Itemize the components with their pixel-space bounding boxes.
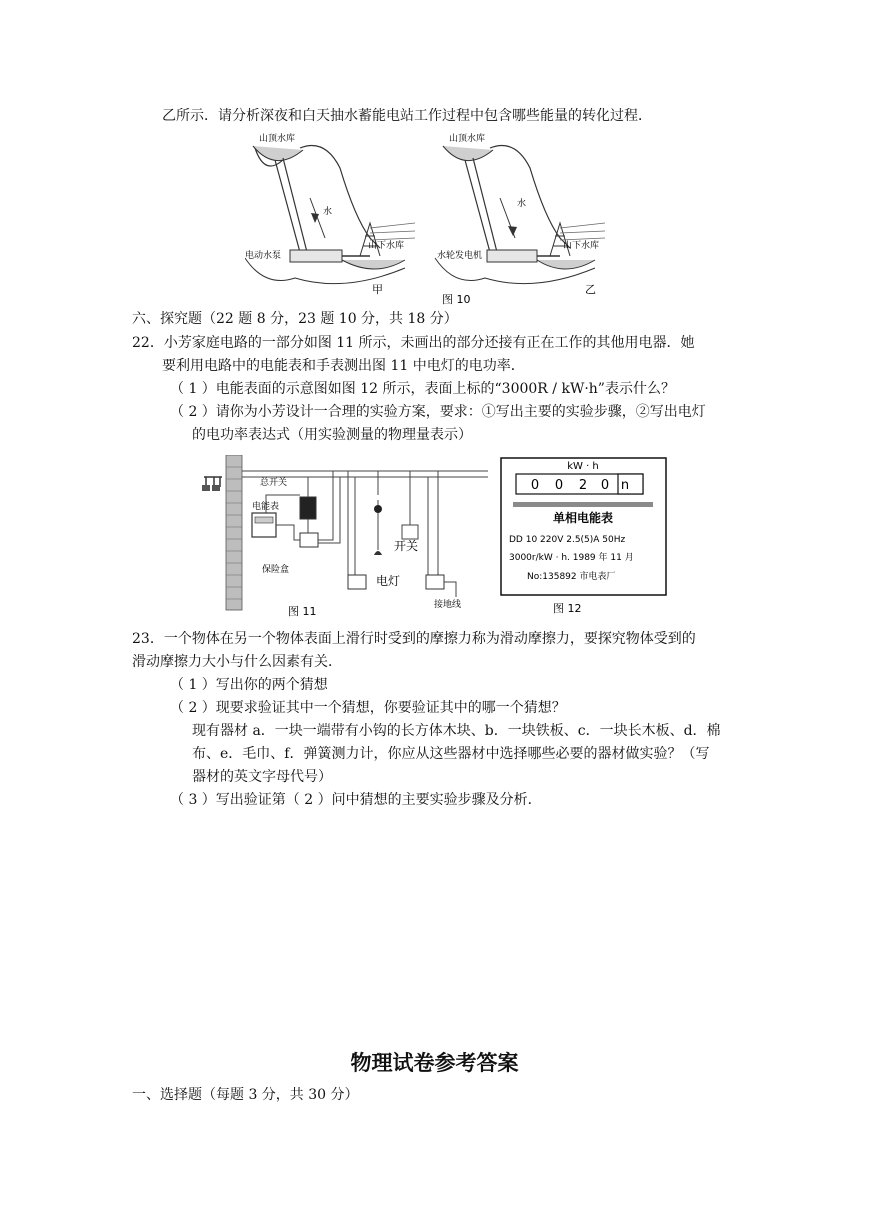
fig11-main-switch-label: 总开关 [260, 478, 288, 488]
q23-materials-3: 器材的英文字母代号） [192, 769, 332, 785]
q23-line-1: 23．一个物体在另一个物体表面上滑行时受到的摩擦力称为滑动摩擦力，要探究物体受到的 [132, 631, 696, 647]
q23-line-2: 滑动摩擦力大小与什么因素有关． [132, 654, 342, 670]
q23-materials-1: 现有器材 a．一块一端带有小钩的长方体木块、b．一块铁板、c．一块长木板、d．棉 [192, 723, 721, 739]
q22-sub-2a: （ 2 ）请你为小芳设计一合理的实验方案，要求：①写出主要的实验步骤，②写出电灯 [170, 404, 706, 420]
q22-sub-2b: 的电功率表达式（用实验测量的物理量表示） [192, 427, 472, 443]
fig10-right-bottom-label: 山下水库 [563, 241, 600, 251]
fig10-right-panel [435, 132, 605, 296]
figure-11 [198, 455, 488, 620]
q23-sub-2: （ 2 ）现要求验证其中一个猜想，你要验证其中的哪一个猜想？ [170, 700, 566, 716]
fig10-right-water-label: 水 [517, 199, 527, 209]
fig10-left-panel-label: 甲 [372, 283, 383, 296]
q23-materials-2: 布、e．毛巾、f．弹簧测力计，你应从这些器材中选择哪些必要的器材做实验？（写 [192, 746, 710, 762]
q22-sub-1: （ 1 ）电能表面的示意图如图 12 所示，表面上标的“3000R / kW·h”表示什么？ [170, 381, 675, 397]
fig12-caption: 图 12 [553, 602, 582, 615]
fig12-digit-1: 0 [530, 478, 540, 493]
fig12-digit-4: 0 [600, 478, 610, 493]
intro-line: 乙所示．请分析深夜和白天抽水蓄能电站工作过程中包含哪些能量的转化过程． [162, 108, 652, 124]
fig11-fuse-label: 保险盒 [262, 565, 290, 575]
fig11-lamp-label: 电灯 [376, 574, 401, 588]
fig11-ground-label: 接地线 [434, 600, 462, 610]
fig10-left-water-label: 水 [323, 207, 333, 217]
figure-10 [245, 128, 615, 306]
fig12-digit-3: 2 [578, 478, 588, 493]
q23-sub-3: （ 3 ）写出验证第（ 2 ）问中猜想的主要实验步骤及分析． [170, 792, 542, 808]
q23-sub-1: （ 1 ）写出你的两个猜想 [170, 677, 328, 693]
fig12-spec-3: No:135892 市电表厂 [527, 572, 616, 582]
fig10-right-top-label: 山顶水库 [449, 134, 486, 144]
fig10-left-top-label: 山顶水库 [259, 134, 296, 144]
q22-line-1: 22．小芳家庭电路的一部分如图 11 所示，未画出的部分还接有正在工作的其他用电器．她 [132, 335, 695, 351]
fig10-left-panel [245, 132, 415, 296]
fig12-digit-5: n [620, 478, 630, 493]
section-1-heading: 一、选择题（每题 3 分，共 30 分） [132, 1087, 359, 1103]
fig10-right-gen-label: 水轮发电机 [437, 251, 483, 261]
fig10-left-pump-label: 电动水泵 [245, 251, 282, 261]
fig11-meter-label: 电能表 [252, 502, 280, 512]
figure-12 [497, 455, 672, 620]
fig12-digit-2: 0 [554, 478, 564, 493]
fig11-caption: 图 11 [288, 605, 317, 618]
fig12-spec-1: DD 10 220V 2.5(5)A 50Hz [509, 535, 626, 545]
fig12-unit-label: kW · h [567, 461, 599, 472]
fig11-switch-label: 开关 [394, 539, 419, 553]
fig12-spec-2: 3000r/kW · h. 1989 年 11 月 [509, 553, 634, 563]
section-6-heading: 六、探究题（22 题 8 分，23 题 10 分，共 18 分） [132, 311, 458, 327]
fig10-caption: 图 10 [442, 293, 471, 306]
fig10-left-bottom-label: 山下水库 [368, 241, 405, 251]
fig10-right-panel-label: 乙 [585, 283, 596, 296]
fig12-name: 单相电能表 [552, 511, 614, 525]
answer-key-title: 物理试卷参考答案 [350, 1051, 519, 1075]
q22-line-2: 要利用电路中的电能表和手表测出图 11 中电灯的电功率． [162, 358, 525, 374]
